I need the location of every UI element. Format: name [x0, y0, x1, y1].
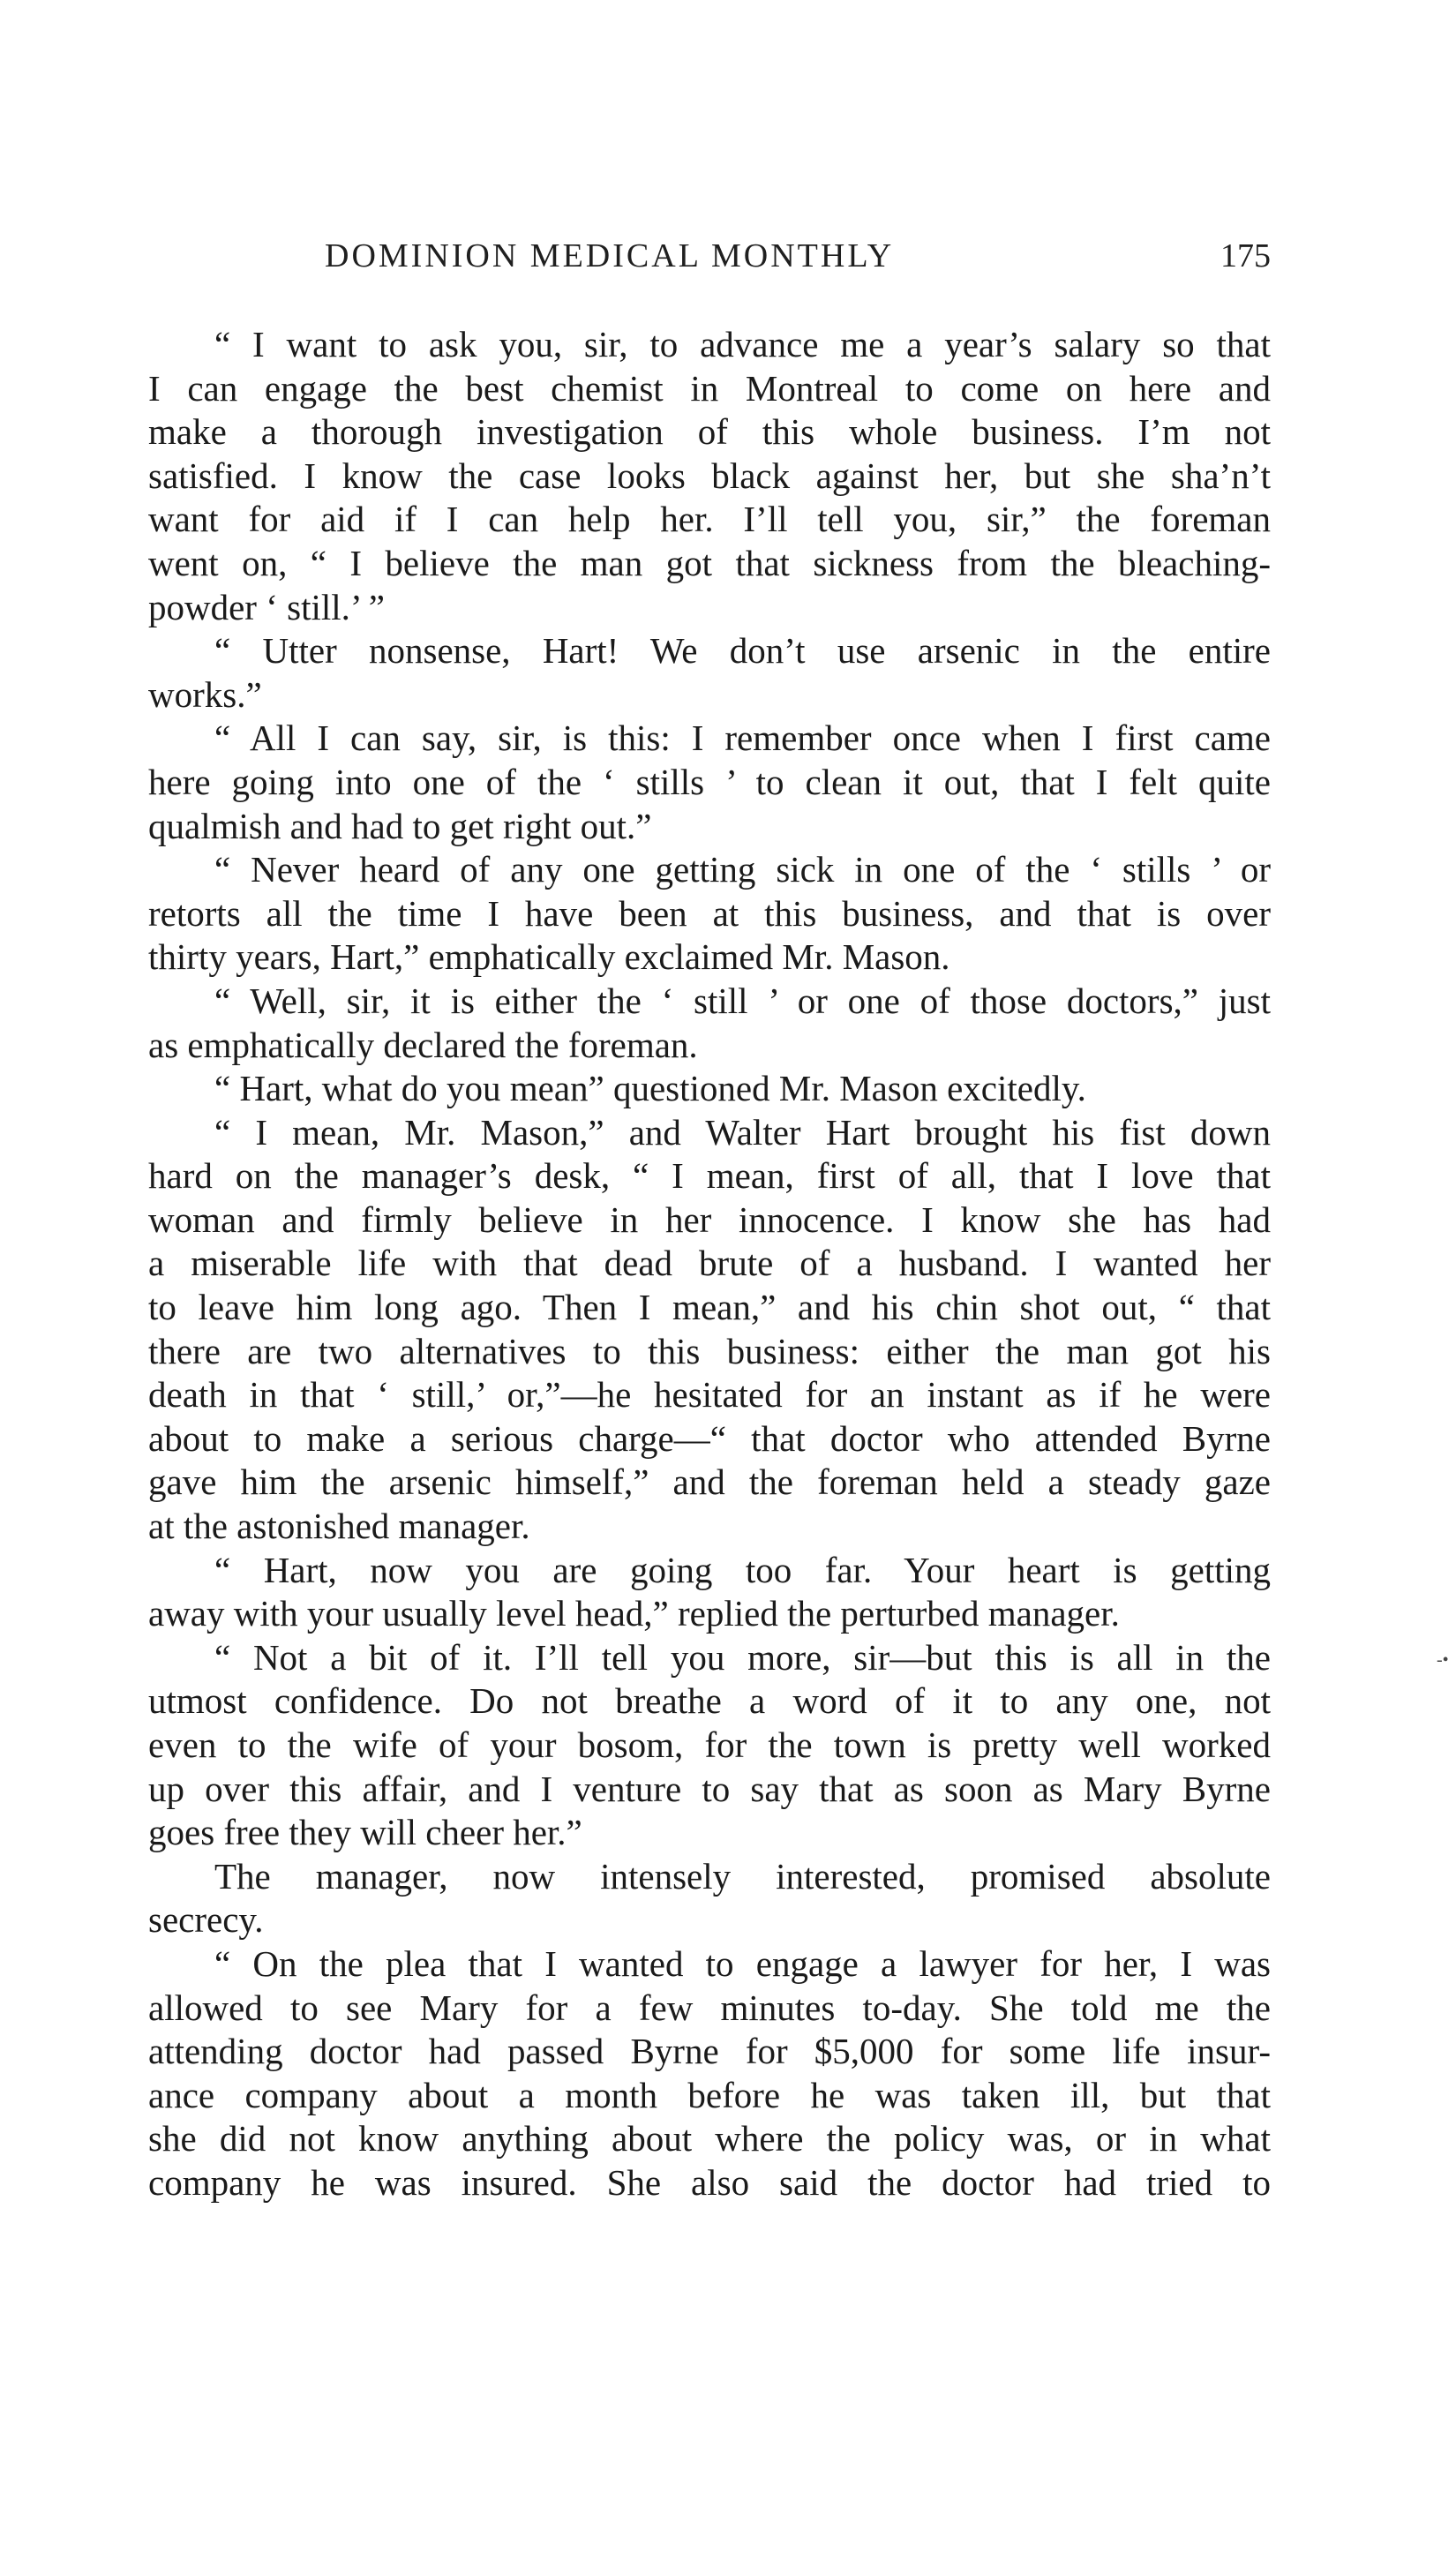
text-line: gave him the arsenic himself,” and the foreman held a steady gaze — [148, 1461, 1271, 1503]
text-line: works.” — [148, 673, 262, 715]
text-line: “ I mean, Mr. Mason,” and Walter Hart brought his fist down — [214, 1111, 1271, 1153]
margin-mark: -• — [1437, 1650, 1449, 1670]
text-line: she did not know anything about where the policy was, or in what — [148, 2118, 1271, 2160]
text-line: attending doctor had passed Byrne for $5,000 for some life insur- — [148, 2031, 1271, 2072]
text-line: went on, “ I believe the man got that sickness from the bleaching- — [148, 542, 1271, 583]
text-line: a miserable life with that dead brute of a husband. I wanted her — [148, 1243, 1271, 1284]
text-line: want for aid if I can help her. I’ll tell you, sir,” the foreman — [148, 499, 1271, 540]
text-line: “ All I can say, sir, is this: I remember once when I first came — [214, 717, 1271, 759]
text-line: “ I want to ask you, sir, to advance me a year’s salary so that — [214, 324, 1271, 364]
text-line: “ Never heard of any one getting sick in one of the ‘ stills ’ or — [214, 849, 1271, 890]
text-line: thirty years, Hart,” emphatically exclaimed Mr. Mason. — [148, 936, 950, 978]
text-line: allowed to see Mary for a few minutes to-day. She told me the — [148, 1987, 1271, 2028]
text-line: qualmish and had to get right out.” — [148, 805, 652, 846]
text-line: here going into one of the ‘ stills ’ to clean it out, that I felt quite — [148, 761, 1271, 802]
text-line: away with your usually level head,” replied the perturbed manager. — [148, 1593, 1120, 1634]
text-line: “ Utter nonsense, Hart! We don’t use arsenic in the entire — [214, 630, 1271, 672]
running-header — [148, 237, 1271, 281]
text-line: I can engage the best chemist in Montreal to come on here and — [148, 367, 1271, 409]
article-body — [148, 323, 1271, 2205]
text-line: at the astonished manager. — [148, 1506, 530, 1547]
text-line: company he was insured. She also said the doctor had tried to — [148, 2161, 1271, 2203]
text-line: satisfied. I know the case looks black against her, but she sha’n’t — [148, 454, 1271, 496]
text-line: “ On the plea that I wanted to engage a lawyer for her, I was — [214, 1942, 1271, 1984]
text-line: secrecy. — [148, 1899, 264, 1941]
text-line: ance company about a month before he was taken ill, but that — [148, 2074, 1271, 2115]
text-line: The manager, now intensely interested, promised absolute — [214, 1855, 1271, 1897]
text-line: “ Well, sir, it is either the ‘ still ’ or one of those doctors,” just — [214, 980, 1271, 1021]
text-line: “ Hart, what do you mean” questioned Mr. Mason excitedly. — [214, 1068, 1086, 1109]
text-line: retorts all the time I have been at this business, and that is over — [148, 892, 1271, 934]
text-line: “ Hart, now you are going too far. Your heart is getting — [214, 1549, 1271, 1590]
text-line: make a thorough investigation of this whole business. I’m not — [148, 411, 1271, 453]
text-line: as emphatically declared the foreman. — [148, 1024, 698, 1065]
text-line: “ Not a bit of it. I’ll tell you more, sir—but this is all in the — [214, 1636, 1271, 1678]
text-line: there are two alternatives to this business: either the man got his — [148, 1330, 1271, 1371]
text-line: woman and firmly believe in her innocence. I know she has had — [148, 1198, 1271, 1240]
text-line: about to make a serious charge—“ that doctor who attended Byrne — [148, 1417, 1271, 1459]
text-line: powder ‘ still.’ ” — [148, 586, 385, 627]
text-line: even to the wife of your bosom, for the town is pretty well worked — [148, 1724, 1271, 1765]
text-line: death in that ‘ still,’ or,”—he hesitated for an instant as if he were — [148, 1374, 1271, 1416]
page-number: 175 — [1220, 237, 1271, 274]
journal-title: DOMINION MEDICAL MONTHLY — [325, 237, 895, 274]
text-line: utmost confidence. Do not breathe a word of it to any one, not — [148, 1680, 1271, 1722]
text-line: up over this affair, and I venture to say that as soon as Mary Byrne — [148, 1768, 1271, 1809]
text-line: goes free they will cheer her.” — [148, 1812, 582, 1853]
text-line: hard on the manager’s desk, “ I mean, first of all, that I love that — [148, 1155, 1271, 1197]
text-line: to leave him long ago. Then I mean,” and his chin shot out, “ that — [148, 1287, 1271, 1328]
